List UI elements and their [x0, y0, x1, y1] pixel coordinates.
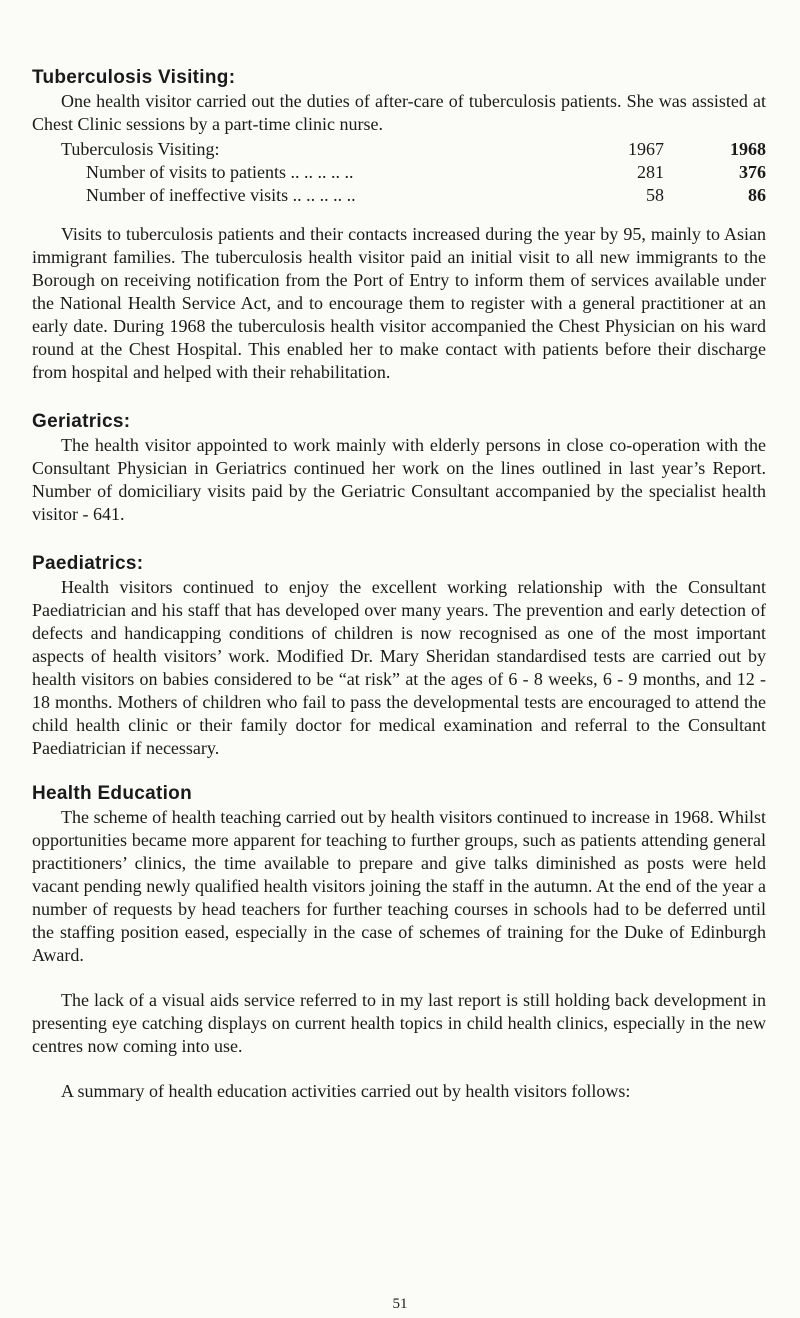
cell-1968: 376	[739, 162, 766, 182]
cell-1968: 86	[748, 185, 766, 205]
paediatrics-paragraph: Health visitors continued to enjoy the excellent working relationship with the Consultant Paediatrician and his staff that has developed over many years. The prevention and early detection of defects and handicapping conditions of children is now recognised as one of the most important aspects of health visitors’ work. Modified Dr. Mary Sheridan standardised tests are carried out by health visitors on babies considered to be “at risk” at the ages of 6 - 8 weeks, 6 - 9 months, and 12 - 18 months. Mothers of children who fail to pass the developmental tests are encouraged to attend the child health clinic or their family doctor for medical examination and referral to the Consultant Paediatrician if necessary.	[32, 577, 766, 758]
heading-health-education: Health Education	[32, 783, 192, 804]
geriatrics-paragraph: The health visitor appointed to work mainly with elderly persons in close co-operation with the Consultant Physician in Geriatrics continued her work on the lines outlined in last year’s Report. Number of domiciliary visits paid by the Geriatric Consultant accompanied by the specialist health visitor - 641.	[32, 435, 766, 524]
heading-geriatrics: Geriatrics:	[32, 411, 131, 432]
cell-1967: 281	[637, 162, 664, 182]
health-education-paragraph-3: A summary of health education activities carried out by health visitors follows:	[61, 1081, 631, 1101]
row-label: Number of visits to patients .. .. .. .. ..	[86, 162, 354, 182]
row-label: Number of ineffective visits .. .. .. .. ..	[86, 185, 356, 205]
table-row	[32, 184, 766, 207]
tuberculosis-detail-paragraph: Visits to tuberculosis patients and their contacts increased during the year by 95, mainly to Asian immigrant families. The tuberculosis health visitor paid an initial visit to all new immigrants to the Borough on receiving notification from the Port of Entry to inform them of services available under the National Health Service Act, and to encourage them to register with a general practitioner at an early date. During 1968 the tuberculosis health visitor accompanied the Chest Physician on his ward round at the Chest Hospital. This enabled her to make contact with patients before their discharge from hospital and helped with their rehabilitation.	[32, 224, 766, 382]
heading-paediatrics: Paediatrics:	[32, 553, 144, 574]
column-header-1967: 1967	[628, 139, 664, 159]
heading-tuberculosis-visiting: Tuberculosis Visiting:	[32, 67, 236, 88]
health-education-paragraph-2: The lack of a visual aids service referred to in my last report is still holding back development in presenting eye catching displays on current health topics in child health clinics, especially in the new centres now coming into use.	[32, 990, 766, 1056]
tuberculosis-visits-table	[32, 138, 766, 207]
health-education-paragraph-1: The scheme of health teaching carried out by health visitors continued to increase in 1968. Whilst opportunities became more apparent for teaching to further groups, such as patients attending general practitioners’ clinics, the time available to prepare and give talks diminished as posts were held vacant pending newly qualified health visitors joining the staff in the autumn. At the end of the year a number of requests by head teachers for further teaching courses in schools had to be deferred until the staffing position eased, especially in the case of schemes of training for the Duke of Edinburgh Award.	[32, 807, 766, 965]
page-number: 51	[392, 1296, 408, 1312]
table-header-row	[32, 138, 766, 161]
document-body	[32, 66, 766, 1103]
tuberculosis-intro-paragraph: One health visitor carried out the duties of after-care of tuberculosis patients. She was assisted at Chest Clinic sessions by a part-time clinic nurse.	[32, 91, 766, 134]
column-header-1968: 1968	[730, 139, 766, 159]
table-title: Tuberculosis Visiting:	[61, 139, 220, 159]
table-row	[32, 161, 766, 184]
cell-1967: 58	[646, 185, 664, 205]
